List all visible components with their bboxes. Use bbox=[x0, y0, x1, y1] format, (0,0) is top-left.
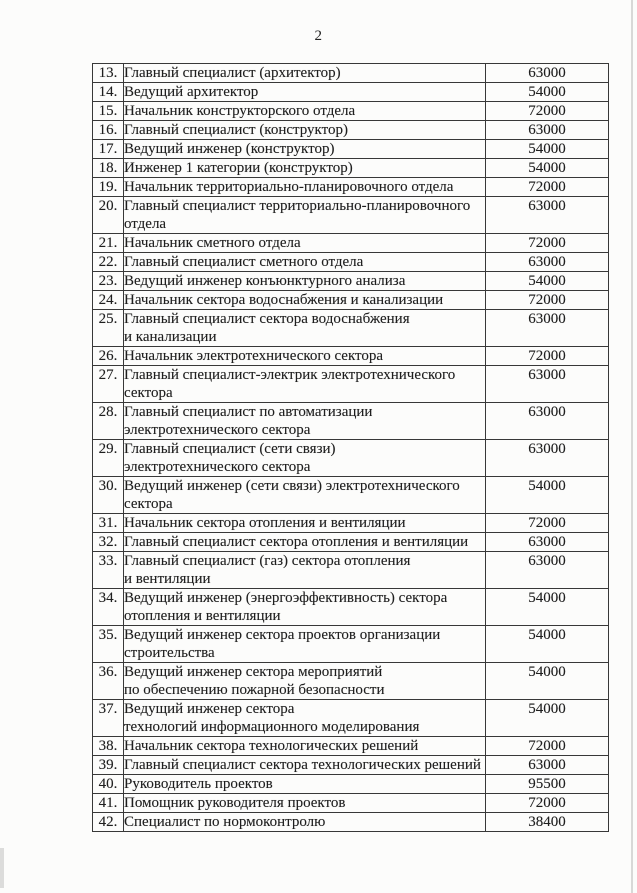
table-row bbox=[93, 64, 609, 83]
row-number-cell: 26. bbox=[93, 347, 124, 366]
salary-cell: 54000 bbox=[486, 140, 609, 159]
table-row bbox=[93, 737, 609, 756]
row-number-cell: 17. bbox=[93, 140, 124, 159]
table-row bbox=[93, 626, 609, 663]
table-row bbox=[93, 813, 609, 832]
salary-cell: 54000 bbox=[486, 272, 609, 291]
table-row bbox=[93, 234, 609, 253]
salary-cell: 38400 bbox=[486, 813, 609, 832]
position-title-line: Главный специалист (конструктор) bbox=[124, 122, 349, 138]
position-title-line: Помощник руководителя проектов bbox=[124, 795, 346, 811]
row-number-cell: 20. bbox=[93, 197, 124, 234]
row-number-cell: 42. bbox=[93, 813, 124, 832]
position-title-cell bbox=[124, 102, 486, 121]
position-title-line: Ведущий инженер сектора мероприятий bbox=[124, 664, 383, 680]
position-title-cell bbox=[124, 589, 486, 626]
position-title-line: строительства bbox=[124, 645, 215, 661]
salary-cell: 72000 bbox=[486, 178, 609, 197]
salary-cell: 54000 bbox=[486, 663, 609, 700]
position-title-line: Главный специалист сектора технологических решений bbox=[124, 757, 481, 773]
row-number-cell: 21. bbox=[93, 234, 124, 253]
row-number-cell: 37. bbox=[93, 700, 124, 737]
row-number-cell: 34. bbox=[93, 589, 124, 626]
position-title-line: Главный специалист сметного отдела bbox=[124, 254, 364, 270]
position-title-line: Ведущий инженер конъюнктурного анализа bbox=[124, 273, 406, 289]
salary-cell: 72000 bbox=[486, 102, 609, 121]
position-title-line: Главный специалист-электрик электротехнического bbox=[124, 367, 456, 383]
table-row bbox=[93, 291, 609, 310]
salary-cell: 54000 bbox=[486, 477, 609, 514]
salary-cell: 72000 bbox=[486, 234, 609, 253]
position-title-line: Ведущий инженер (сети связи) электротехнического bbox=[124, 478, 460, 494]
position-title-line: Руководитель проектов bbox=[124, 776, 273, 792]
position-title-line: сектора bbox=[124, 385, 173, 401]
position-title-cell bbox=[124, 291, 486, 310]
position-title-cell bbox=[124, 737, 486, 756]
position-title-cell bbox=[124, 121, 486, 140]
salary-cell: 54000 bbox=[486, 626, 609, 663]
row-number-cell: 29. bbox=[93, 440, 124, 477]
table-row bbox=[93, 83, 609, 102]
page-number: 2 bbox=[314, 28, 323, 44]
table-row bbox=[93, 197, 609, 234]
position-title-cell bbox=[124, 347, 486, 366]
table-row bbox=[93, 440, 609, 477]
position-title-cell bbox=[124, 64, 486, 83]
position-title-cell bbox=[124, 178, 486, 197]
position-title-line: Ведущий инженер сектора проектов организации bbox=[124, 627, 441, 643]
position-title-line: Главный специалист сектора водоснабжения bbox=[124, 311, 410, 327]
scan-artifact-right-edge bbox=[631, 0, 633, 893]
row-number-cell: 23. bbox=[93, 272, 124, 291]
row-number-cell: 40. bbox=[93, 775, 124, 794]
table-row bbox=[93, 272, 609, 291]
salary-cell: 72000 bbox=[486, 347, 609, 366]
row-number-cell: 16. bbox=[93, 121, 124, 140]
row-number-cell: 22. bbox=[93, 253, 124, 272]
position-title-cell bbox=[124, 663, 486, 700]
table-row bbox=[93, 366, 609, 403]
position-title-cell bbox=[124, 700, 486, 737]
salary-cell: 72000 bbox=[486, 291, 609, 310]
table-row bbox=[93, 552, 609, 589]
position-title-line: Начальник сектора водоснабжения и канализации bbox=[124, 292, 444, 308]
position-title-line: Специалист по нормоконтролю bbox=[124, 814, 326, 830]
row-number-cell: 32. bbox=[93, 533, 124, 552]
position-title-cell bbox=[124, 626, 486, 663]
position-title-line: сектора bbox=[124, 496, 173, 512]
position-title-line: Начальник сметного отдела bbox=[124, 235, 301, 251]
table-row bbox=[93, 477, 609, 514]
position-title-line: электротехнического сектора bbox=[124, 422, 311, 438]
salary-table bbox=[92, 63, 609, 832]
row-number-cell: 36. bbox=[93, 663, 124, 700]
position-title-line: по обеспечению пожарной безопасности bbox=[124, 682, 385, 698]
position-title-cell bbox=[124, 552, 486, 589]
table-row bbox=[93, 140, 609, 159]
salary-cell: 63000 bbox=[486, 64, 609, 83]
position-title-cell bbox=[124, 159, 486, 178]
position-title-cell bbox=[124, 477, 486, 514]
salary-cell: 63000 bbox=[486, 253, 609, 272]
salary-cell: 72000 bbox=[486, 794, 609, 813]
position-title-line: Главный специалист сектора отопления и вентиляции bbox=[124, 534, 469, 550]
salary-cell: 63000 bbox=[486, 533, 609, 552]
salary-cell: 54000 bbox=[486, 700, 609, 737]
position-title-cell bbox=[124, 310, 486, 347]
table-row bbox=[93, 663, 609, 700]
salary-cell: 63000 bbox=[486, 197, 609, 234]
row-number-cell: 38. bbox=[93, 737, 124, 756]
salary-cell: 54000 bbox=[486, 83, 609, 102]
position-title-cell bbox=[124, 533, 486, 552]
position-title-line: Ведущий инженер (конструктор) bbox=[124, 141, 335, 157]
row-number-cell: 13. bbox=[93, 64, 124, 83]
table-row bbox=[93, 310, 609, 347]
salary-cell: 63000 bbox=[486, 403, 609, 440]
position-title-line: электротехнического сектора bbox=[124, 459, 311, 475]
position-title-line: Главный специалист (газ) сектора отопления bbox=[124, 553, 411, 569]
position-title-line: Главный специалист (сети связи) bbox=[124, 441, 336, 457]
position-title-line: Инженер 1 категории (конструктор) bbox=[124, 160, 353, 176]
table-row bbox=[93, 178, 609, 197]
row-number-cell: 18. bbox=[93, 159, 124, 178]
position-title-line: Ведущий архитектор bbox=[124, 84, 259, 100]
position-title-line: отопления и вентиляции bbox=[124, 608, 281, 624]
row-number-cell: 14. bbox=[93, 83, 124, 102]
position-title-cell bbox=[124, 253, 486, 272]
table-row bbox=[93, 756, 609, 775]
salary-cell: 54000 bbox=[486, 159, 609, 178]
salary-cell: 72000 bbox=[486, 514, 609, 533]
position-title-cell bbox=[124, 514, 486, 533]
position-title-line: Главный специалист по автоматизации bbox=[124, 404, 373, 420]
salary-cell: 54000 bbox=[486, 589, 609, 626]
salary-table-body bbox=[93, 64, 609, 832]
position-title-line: Главный специалист территориально-планировочного bbox=[124, 198, 471, 214]
row-number-cell: 24. bbox=[93, 291, 124, 310]
table-row bbox=[93, 159, 609, 178]
position-title-line: Ведущий инженер (энергоэффективность) сектора bbox=[124, 590, 448, 606]
position-title-cell bbox=[124, 813, 486, 832]
table-row bbox=[93, 700, 609, 737]
table-row bbox=[93, 794, 609, 813]
table-row bbox=[93, 121, 609, 140]
row-number-cell: 35. bbox=[93, 626, 124, 663]
scan-artifact-left-smudge bbox=[0, 848, 4, 888]
table-row bbox=[93, 514, 609, 533]
salary-cell: 63000 bbox=[486, 552, 609, 589]
row-number-cell: 19. bbox=[93, 178, 124, 197]
position-title-line: Ведущий инженер сектора bbox=[124, 701, 295, 717]
row-number-cell: 33. bbox=[93, 552, 124, 589]
table-row bbox=[93, 102, 609, 121]
salary-cell: 63000 bbox=[486, 310, 609, 347]
position-title-cell bbox=[124, 197, 486, 234]
salary-cell: 63000 bbox=[486, 440, 609, 477]
position-title-cell bbox=[124, 440, 486, 477]
row-number-cell: 15. bbox=[93, 102, 124, 121]
position-title-cell bbox=[124, 775, 486, 794]
row-number-cell: 31. bbox=[93, 514, 124, 533]
position-title-line: и канализации bbox=[124, 329, 217, 345]
position-title-cell bbox=[124, 234, 486, 253]
salary-cell: 72000 bbox=[486, 737, 609, 756]
table-row bbox=[93, 589, 609, 626]
table-row bbox=[93, 533, 609, 552]
salary-cell: 63000 bbox=[486, 366, 609, 403]
position-title-cell bbox=[124, 756, 486, 775]
row-number-cell: 28. bbox=[93, 403, 124, 440]
table-row bbox=[93, 253, 609, 272]
position-title-cell bbox=[124, 403, 486, 440]
salary-cell: 95500 bbox=[486, 775, 609, 794]
row-number-cell: 41. bbox=[93, 794, 124, 813]
position-title-cell bbox=[124, 83, 486, 102]
position-title-line: Главный специалист (архитектор) bbox=[124, 65, 341, 81]
table-row bbox=[93, 403, 609, 440]
salary-cell: 63000 bbox=[486, 121, 609, 140]
position-title-line: Начальник сектора отопления и вентиляции bbox=[124, 515, 406, 531]
position-title-cell bbox=[124, 272, 486, 291]
position-title-cell bbox=[124, 366, 486, 403]
position-title-line: Начальник территориально-планировочного отдела bbox=[124, 179, 454, 195]
row-number-cell: 30. bbox=[93, 477, 124, 514]
table-row bbox=[93, 775, 609, 794]
table-row bbox=[93, 347, 609, 366]
position-title-line: Начальник электротехнического сектора bbox=[124, 348, 384, 364]
position-title-cell bbox=[124, 794, 486, 813]
salary-cell: 63000 bbox=[486, 756, 609, 775]
position-title-line: и вентиляции bbox=[124, 571, 211, 587]
position-title-line: Начальник сектора технологических решений bbox=[124, 738, 419, 754]
row-number-cell: 27. bbox=[93, 366, 124, 403]
position-title-line: технологий информационного моделирования bbox=[124, 719, 420, 735]
row-number-cell: 39. bbox=[93, 756, 124, 775]
position-title-line: отдела bbox=[124, 216, 167, 232]
position-title-line: Начальник конструкторского отдела bbox=[124, 103, 356, 119]
position-title-cell bbox=[124, 140, 486, 159]
row-number-cell: 25. bbox=[93, 310, 124, 347]
